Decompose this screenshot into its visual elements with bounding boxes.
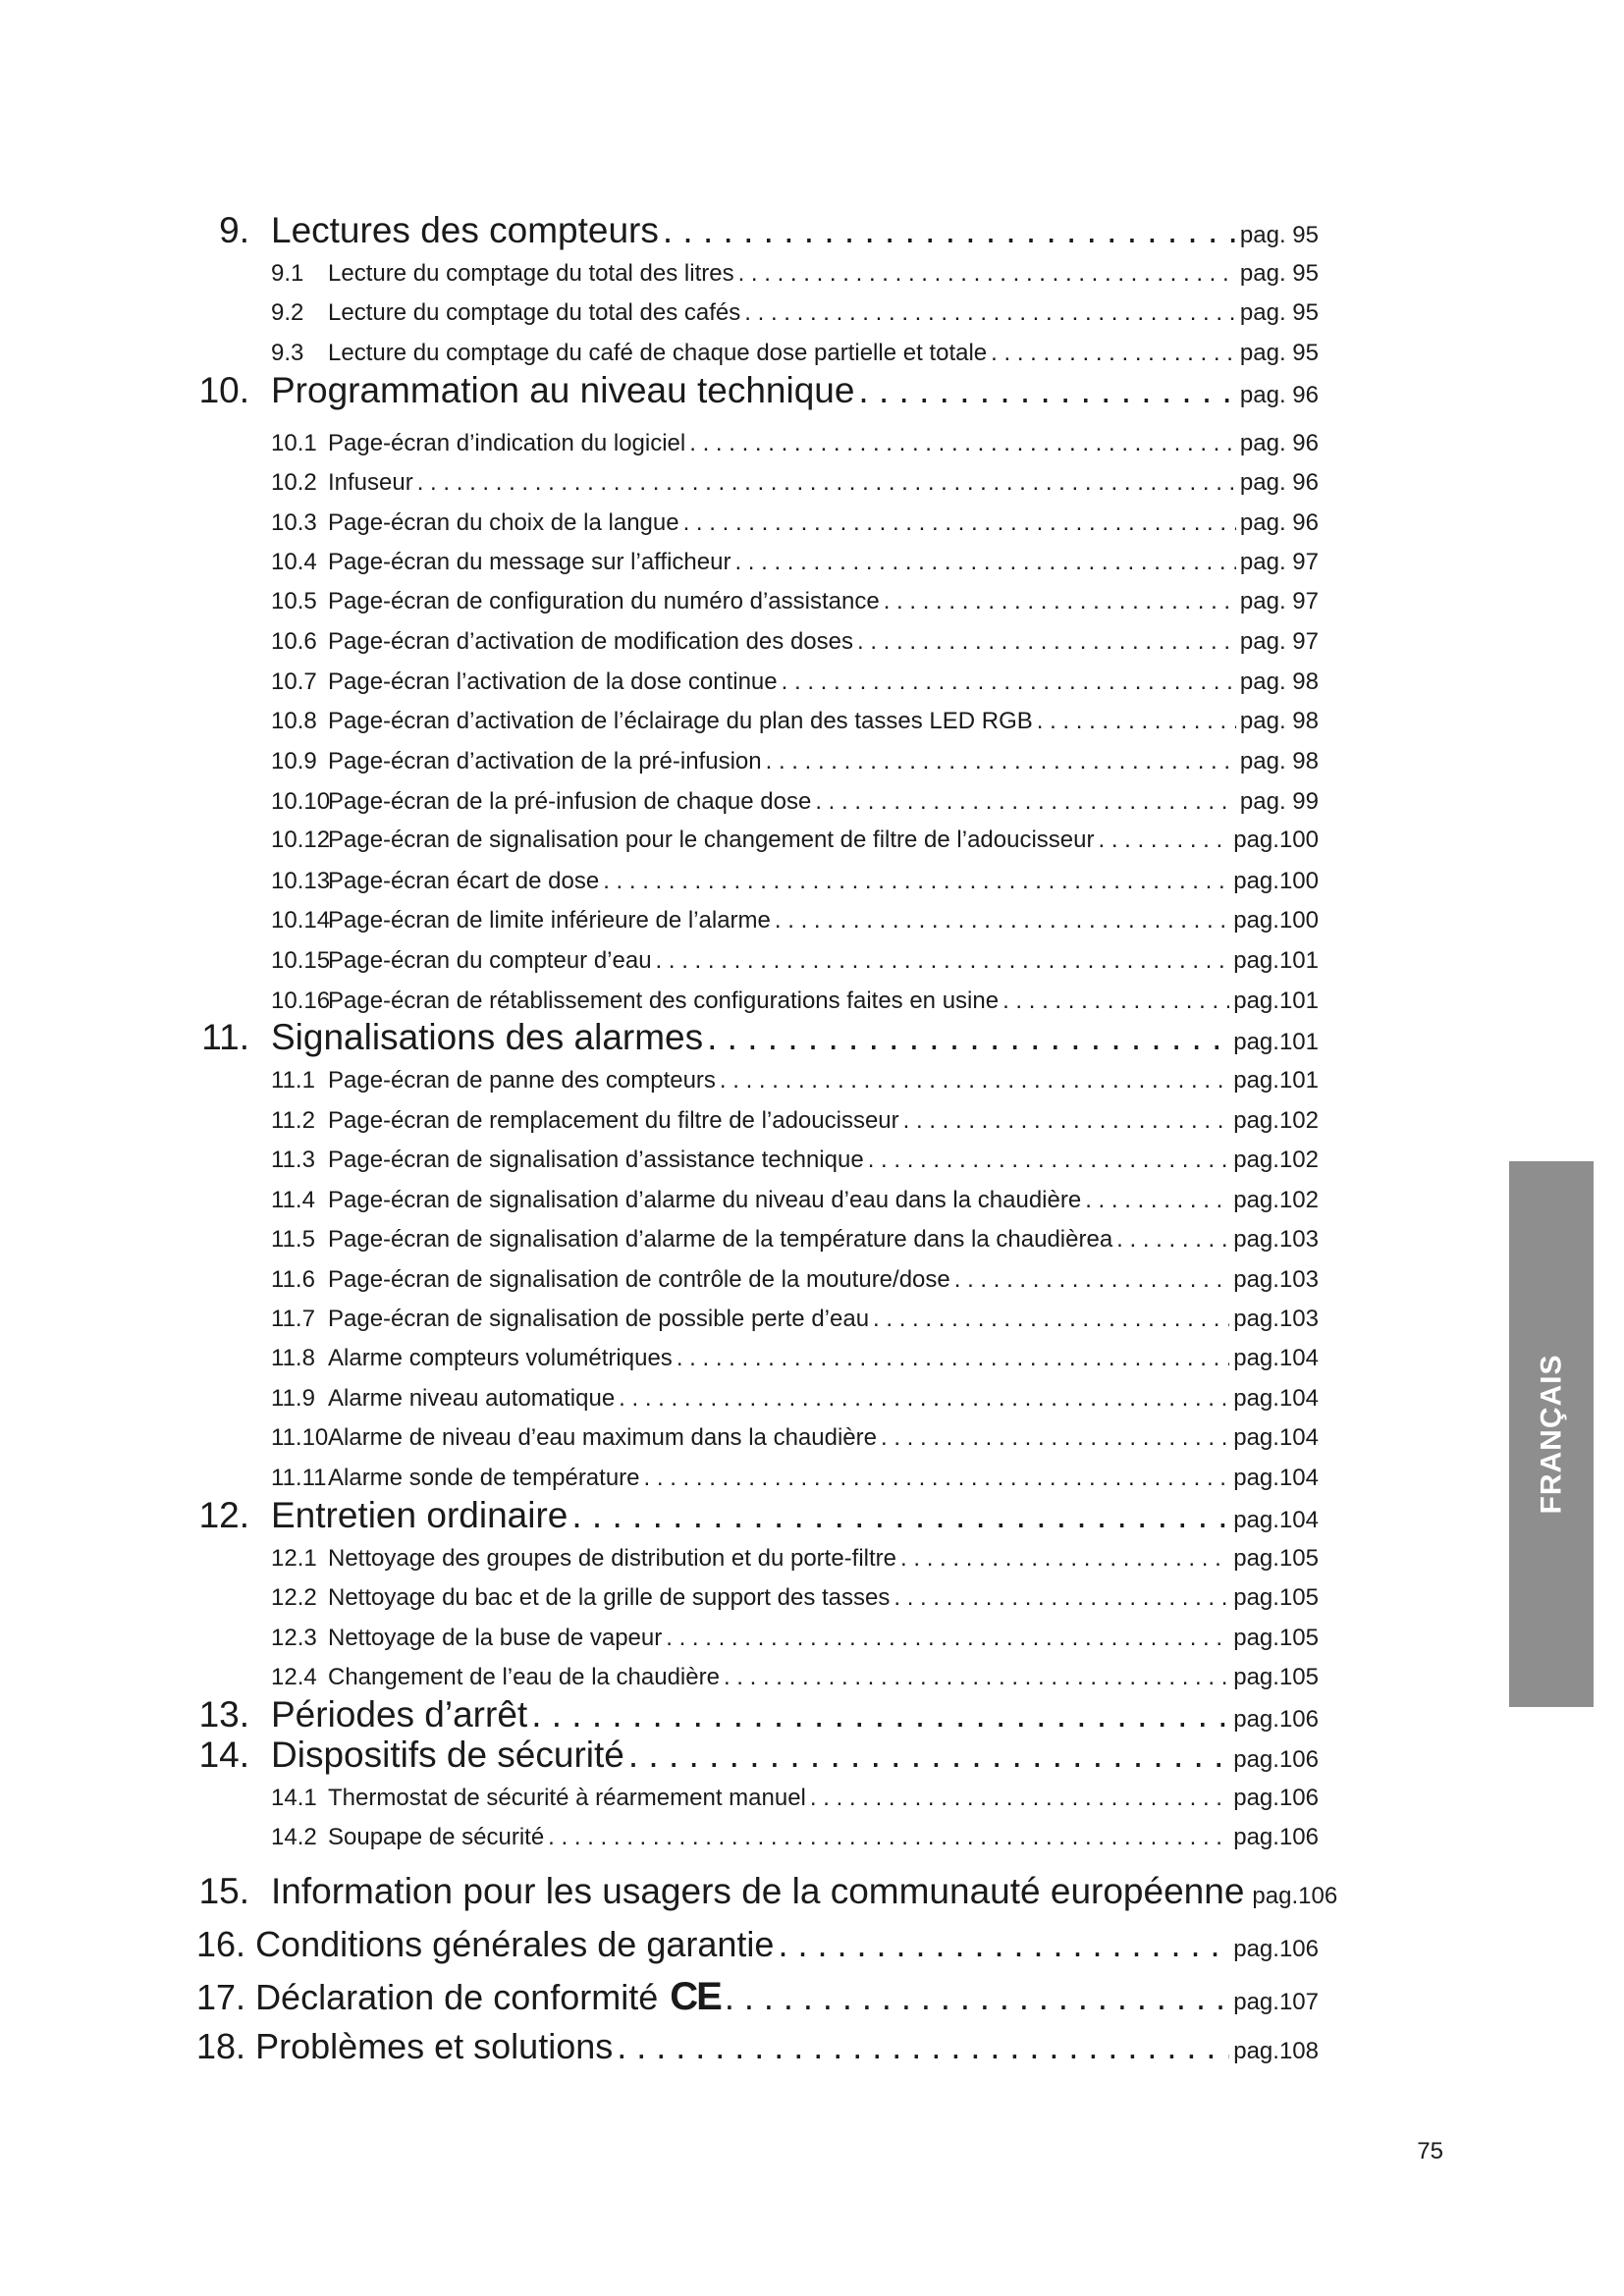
toc-entry-page: pag. 95 bbox=[1239, 299, 1319, 326]
toc-entry-title: Lecture du comptage du café de chaque dose partielle et totale bbox=[328, 340, 988, 366]
toc-entry-number: 11.11 bbox=[271, 1465, 327, 1491]
toc-entry-number: 9.3 bbox=[271, 340, 304, 366]
toc-entry-number: 17. bbox=[196, 1977, 246, 2017]
toc-entry-number: 12. bbox=[198, 1495, 249, 1535]
page-number: 75 bbox=[1417, 2138, 1443, 2164]
toc-entry-label bbox=[198, 1735, 624, 1776]
toc-entry-title: Page-écran de panne des compteurs bbox=[328, 1067, 716, 1094]
toc-entry-number: 11.9 bbox=[271, 1385, 315, 1412]
dot-leader bbox=[628, 1735, 1229, 1776]
toc-entry-label bbox=[271, 827, 1094, 854]
toc-entry-page: pag.106 bbox=[1233, 1706, 1319, 1733]
toc-entry bbox=[198, 1871, 1338, 1912]
toc-entry-number: 11.8 bbox=[271, 1345, 315, 1371]
toc-subentry bbox=[271, 1226, 1319, 1254]
toc-entry-number: 12.1 bbox=[271, 1545, 317, 1572]
dot-leader bbox=[603, 868, 1229, 895]
toc-entry-label bbox=[196, 1975, 721, 2019]
toc-entry-label bbox=[271, 1187, 1081, 1214]
toc-entry-label bbox=[198, 1694, 528, 1735]
toc-subentry bbox=[271, 1306, 1319, 1333]
toc-entry bbox=[198, 1495, 1319, 1536]
toc-entry-page: pag.104 bbox=[1233, 1345, 1319, 1371]
toc-entry-page: pag.105 bbox=[1233, 1584, 1319, 1611]
toc-subentry bbox=[271, 430, 1319, 457]
dot-leader bbox=[571, 1495, 1229, 1536]
toc-entry-page: pag. 96 bbox=[1239, 382, 1319, 408]
toc-entry-number: 12.2 bbox=[271, 1584, 317, 1611]
toc-subentry bbox=[271, 708, 1319, 735]
toc-entry-page: pag. 97 bbox=[1239, 549, 1319, 575]
toc-entry-title: Page-écran de remplacement du filtre de l’adoucisseur bbox=[328, 1107, 899, 1134]
toc-entry-number: 12.3 bbox=[271, 1625, 317, 1651]
toc-entry-title: Périodes d’arrêt bbox=[271, 1694, 528, 1735]
toc-entry-page: pag.100 bbox=[1233, 827, 1319, 853]
toc-entry-number: 10.15 bbox=[271, 947, 331, 974]
dot-leader bbox=[689, 430, 1236, 457]
toc-entry-page: pag.103 bbox=[1233, 1266, 1319, 1293]
toc-entry bbox=[198, 1735, 1319, 1776]
toc-entry-page: pag. 98 bbox=[1239, 748, 1319, 774]
dot-leader bbox=[858, 370, 1236, 411]
toc-entry-page: pag.104 bbox=[1233, 1424, 1319, 1451]
toc-entry-page: pag.106 bbox=[1252, 1883, 1338, 1909]
dot-leader bbox=[1085, 1187, 1229, 1214]
toc-entry-page: pag. 98 bbox=[1239, 708, 1319, 734]
dot-leader bbox=[531, 1694, 1229, 1735]
toc-entry-label bbox=[271, 1107, 899, 1135]
toc-entry-label bbox=[271, 1545, 896, 1573]
toc-entry-number: 10. bbox=[198, 370, 249, 410]
toc-subentry bbox=[271, 1345, 1319, 1372]
toc-entry bbox=[201, 1017, 1319, 1058]
toc-subentry bbox=[271, 668, 1319, 696]
toc-entry-title: Page-écran écart de dose bbox=[328, 868, 600, 894]
toc-entry-title: Alarme niveau automatique bbox=[328, 1385, 616, 1412]
toc-entry-page: pag. 96 bbox=[1239, 509, 1319, 536]
dot-leader bbox=[1037, 708, 1236, 735]
toc-entry-label bbox=[271, 668, 778, 696]
toc-entry-title: Page-écran de la pré-infusion de chaque dose bbox=[328, 788, 812, 815]
toc-entry-page: pag.104 bbox=[1233, 1507, 1319, 1533]
toc-entry-page: pag.104 bbox=[1233, 1465, 1319, 1491]
toc-entry-title: Page-écran de signalisation d’alarme de la température dans la chaudièrea bbox=[328, 1226, 1113, 1253]
toc-subentry bbox=[271, 628, 1319, 656]
toc-entry-number: 14.1 bbox=[271, 1785, 317, 1811]
toc-entry-page: pag. 99 bbox=[1239, 788, 1319, 815]
dot-leader bbox=[1098, 827, 1229, 854]
toc-subentry bbox=[271, 1465, 1319, 1492]
toc-entry-page: pag.106 bbox=[1233, 1936, 1319, 1962]
toc-entry-page: pag. 95 bbox=[1239, 222, 1319, 248]
toc-entry-number: 11.6 bbox=[271, 1266, 315, 1293]
toc-subentry bbox=[271, 1545, 1319, 1573]
dot-leader bbox=[744, 299, 1236, 327]
toc-entry-number: 10.8 bbox=[271, 708, 317, 734]
toc-subentry bbox=[271, 340, 1319, 367]
toc-entry-label bbox=[198, 1871, 1245, 1912]
toc-entry-title: Conditions générales de garantie bbox=[255, 1924, 775, 1964]
toc-subentry bbox=[271, 788, 1319, 816]
toc-entry-number: 9.2 bbox=[271, 299, 304, 326]
toc-entry-number: 18. bbox=[196, 2026, 246, 2066]
toc-entry-page: pag.106 bbox=[1233, 1746, 1319, 1773]
toc-entry-label bbox=[271, 1147, 864, 1174]
toc-entry-page: pag.100 bbox=[1233, 907, 1319, 934]
toc-entry-title: Nettoyage de la buse de vapeur bbox=[328, 1625, 663, 1651]
language-tab-label: FRANÇAIS bbox=[1535, 1354, 1567, 1515]
dot-leader bbox=[884, 588, 1236, 615]
toc-entry-number: 10.14 bbox=[271, 907, 331, 934]
toc-entry-title: Dispositifs de sécurité bbox=[271, 1735, 624, 1775]
dot-leader bbox=[782, 668, 1236, 696]
toc-entry-number: 9.1 bbox=[271, 260, 304, 287]
toc-subentry bbox=[271, 947, 1319, 975]
toc-entry-title: Lecture du comptage du total des cafés bbox=[328, 299, 741, 326]
toc-entry-page: pag.105 bbox=[1233, 1625, 1319, 1651]
toc-entry-label bbox=[271, 469, 413, 497]
toc-entry-label bbox=[271, 1385, 615, 1413]
toc-entry-page: pag.101 bbox=[1233, 947, 1319, 974]
toc-entry bbox=[219, 210, 1319, 251]
language-tab bbox=[1509, 1161, 1594, 1707]
toc-entry-title: Infuseur bbox=[328, 469, 413, 496]
toc-subentry bbox=[271, 1067, 1319, 1095]
dot-leader bbox=[724, 1664, 1229, 1691]
toc-entry-page: pag.107 bbox=[1233, 1989, 1319, 2015]
toc-entry-page: pag.108 bbox=[1233, 2038, 1319, 2064]
toc-entry-page: pag.102 bbox=[1233, 1147, 1319, 1173]
toc-entry-title: Nettoyage des groupes de distribution et du porte-filtre bbox=[328, 1545, 897, 1572]
toc-entry-number: 9. bbox=[219, 210, 249, 250]
toc-entry-label bbox=[201, 1017, 704, 1058]
dot-leader bbox=[893, 1584, 1229, 1612]
toc-entry-number: 10.3 bbox=[271, 509, 317, 536]
toc-entry-page: pag.105 bbox=[1233, 1664, 1319, 1690]
toc-entry-label bbox=[271, 1584, 890, 1612]
toc-entry-page: pag. 95 bbox=[1239, 340, 1319, 366]
toc-entry-number: 15. bbox=[198, 1871, 249, 1911]
toc-entry-number: 10.10 bbox=[271, 788, 331, 815]
toc-entry-number: 10.13 bbox=[271, 868, 331, 894]
toc-subentry bbox=[271, 748, 1319, 775]
dot-leader bbox=[900, 1545, 1229, 1573]
dot-leader bbox=[1002, 988, 1229, 1015]
toc-entry-label bbox=[271, 1306, 869, 1333]
toc-entry-page: pag.101 bbox=[1233, 1067, 1319, 1094]
toc-entry-label bbox=[271, 947, 652, 975]
toc-entry-title: Changement de l’eau de la chaudière bbox=[328, 1664, 720, 1690]
toc-entry-page: pag.106 bbox=[1233, 1824, 1319, 1850]
toc-entry-page: pag. 96 bbox=[1239, 430, 1319, 456]
toc-subentry bbox=[271, 588, 1319, 615]
toc-subentry bbox=[271, 1385, 1319, 1413]
dot-leader bbox=[868, 1147, 1230, 1174]
toc-entry-number: 11.1 bbox=[271, 1067, 315, 1094]
toc-entry-title: Entretien ordinaire bbox=[271, 1495, 568, 1535]
dot-leader bbox=[815, 788, 1236, 816]
toc-subentry bbox=[271, 299, 1319, 327]
toc-subentry bbox=[271, 260, 1319, 288]
toc-entry-number: 10.9 bbox=[271, 748, 317, 774]
dot-leader bbox=[725, 1977, 1229, 2018]
toc-entry-page: pag.105 bbox=[1233, 1545, 1319, 1572]
toc-entry-title: Page-écran de signalisation de contrôle de la mouture/dose bbox=[328, 1266, 950, 1293]
toc-entry-label bbox=[271, 1345, 673, 1372]
toc-entry-number: 11.4 bbox=[271, 1187, 315, 1213]
dot-leader bbox=[720, 1067, 1229, 1095]
toc-entry-title: Programmation au niveau technique bbox=[271, 370, 855, 410]
toc-subentry bbox=[271, 1266, 1319, 1294]
toc-entry-label bbox=[271, 588, 880, 615]
toc-entry-number: 11.2 bbox=[271, 1107, 315, 1134]
toc-entry-page: pag.101 bbox=[1233, 1029, 1319, 1055]
toc-subentry bbox=[271, 907, 1319, 934]
toc-entry-label bbox=[271, 1664, 720, 1691]
toc-entry-title: Signalisations des alarmes bbox=[271, 1017, 704, 1057]
toc-entry-label bbox=[219, 210, 659, 251]
toc-entry-page: pag. 97 bbox=[1239, 628, 1319, 655]
toc-entry-label bbox=[271, 1266, 950, 1294]
toc-entry bbox=[196, 2026, 1319, 2067]
toc-entry-label bbox=[271, 1424, 877, 1452]
toc-entry-label bbox=[196, 1924, 774, 1965]
toc-entry-label bbox=[271, 299, 740, 327]
toc-entry-title: Page-écran du compteur d’eau bbox=[328, 947, 652, 974]
toc-subentry bbox=[271, 988, 1319, 1015]
toc-entry-title: Page-écran du message sur l’afficheur bbox=[328, 549, 731, 575]
toc-entry-label bbox=[198, 1495, 568, 1536]
toc-entry-label bbox=[271, 868, 599, 895]
toc-subentry bbox=[271, 827, 1319, 854]
toc-entry-number: 10.1 bbox=[271, 430, 317, 456]
dot-leader bbox=[734, 549, 1235, 576]
dot-leader bbox=[683, 509, 1236, 537]
toc-entry-label bbox=[196, 2026, 613, 2067]
toc-entry-title: Page-écran de configuration du numéro d’assistance bbox=[328, 588, 880, 614]
toc-entry-page: pag. 96 bbox=[1239, 469, 1319, 496]
toc-entry-title: Page-écran d’indication du logiciel bbox=[328, 430, 686, 456]
toc-entry-title: Page-écran de limite inférieure de l’alarme bbox=[328, 907, 771, 934]
dot-leader bbox=[1116, 1226, 1229, 1254]
toc-subentry bbox=[271, 1147, 1319, 1174]
toc-entry-number: 11.7 bbox=[271, 1306, 315, 1332]
toc-entry bbox=[198, 370, 1319, 411]
toc-entry-label bbox=[271, 430, 685, 457]
toc-entry-label bbox=[271, 748, 762, 775]
dot-leader bbox=[881, 1424, 1229, 1452]
toc-entry-number: 10.7 bbox=[271, 668, 317, 695]
toc-entry-page: pag.102 bbox=[1233, 1107, 1319, 1134]
toc-entry-number: 10.16 bbox=[271, 988, 331, 1014]
toc-entry bbox=[196, 1924, 1319, 1965]
dot-leader bbox=[619, 1385, 1229, 1413]
toc-entry bbox=[196, 1975, 1319, 2019]
toc-entry-title: Alarme compteurs volumétriques bbox=[328, 1345, 673, 1371]
toc-entry-number: 11. bbox=[201, 1017, 249, 1057]
toc-entry-number: 10.6 bbox=[271, 628, 317, 655]
dot-leader bbox=[857, 628, 1236, 656]
toc-subentry bbox=[271, 1107, 1319, 1135]
toc-entry-title: Soupape de sécurité bbox=[328, 1824, 545, 1850]
dot-leader bbox=[766, 748, 1236, 775]
toc-entry-title: Nettoyage du bac et de la grille de support des tasses bbox=[328, 1584, 891, 1611]
toc-entry-number: 10.5 bbox=[271, 588, 317, 614]
toc-entry-title: Déclaration de conformité bbox=[255, 1977, 659, 2017]
toc-entry-title: Page-écran d’activation de l’éclairage du plan des tasses LED RGB bbox=[328, 708, 1033, 734]
toc-entry-label bbox=[271, 1067, 716, 1095]
toc-entry-title: Alarme sonde de température bbox=[328, 1465, 640, 1491]
dot-leader bbox=[778, 1924, 1229, 1965]
toc-entry-label bbox=[271, 1465, 640, 1492]
dot-leader bbox=[954, 1266, 1229, 1294]
toc-entry-label bbox=[271, 708, 1033, 735]
dot-leader bbox=[873, 1306, 1229, 1333]
toc-entry-title: Page-écran de signalisation d’alarme du niveau d’eau dans la chaudière bbox=[328, 1187, 1082, 1213]
toc-entry-label bbox=[271, 260, 734, 288]
toc-subentry bbox=[271, 1424, 1319, 1452]
toc-entry-label bbox=[271, 788, 811, 816]
toc-entry-number: 14.2 bbox=[271, 1824, 317, 1850]
toc-subentry bbox=[271, 509, 1319, 537]
toc-entry-number: 11.3 bbox=[271, 1147, 315, 1173]
toc-entry bbox=[198, 1694, 1319, 1735]
ce-mark-icon: CE bbox=[670, 1975, 721, 2018]
toc-subentry bbox=[271, 469, 1319, 497]
toc-entry-title: Page-écran de signalisation d’assistance technique bbox=[328, 1147, 864, 1173]
toc-entry-title: Page-écran d’activation de modification des doses bbox=[328, 628, 853, 655]
dot-leader bbox=[617, 2026, 1229, 2067]
toc-entry-label bbox=[198, 370, 855, 411]
toc-entry-label bbox=[271, 509, 679, 537]
dot-leader bbox=[707, 1017, 1229, 1058]
dot-leader bbox=[666, 1625, 1229, 1652]
toc-entry-number: 11.10 bbox=[271, 1424, 329, 1451]
dot-leader bbox=[548, 1824, 1229, 1851]
dot-leader bbox=[656, 947, 1230, 975]
toc-entry-page: pag.102 bbox=[1233, 1187, 1319, 1213]
toc-entry-title: Lectures des compteurs bbox=[271, 210, 659, 250]
dot-leader bbox=[903, 1107, 1230, 1135]
toc-entry-title: Page-écran de signalisation de possible perte d’eau bbox=[328, 1306, 870, 1332]
dot-leader bbox=[775, 907, 1229, 934]
toc-entry-title: Page-écran l’activation de la dose continue bbox=[328, 668, 778, 695]
toc-entry-page: pag.100 bbox=[1233, 868, 1319, 894]
toc-entry-page: pag.106 bbox=[1233, 1785, 1319, 1811]
toc-subentry bbox=[271, 1824, 1319, 1851]
toc-entry-label bbox=[271, 1625, 662, 1652]
toc-entry-number: 16. bbox=[196, 1924, 246, 1964]
dot-leader bbox=[738, 260, 1236, 288]
toc-entry-label bbox=[271, 1226, 1112, 1254]
dot-leader bbox=[810, 1785, 1229, 1812]
toc-subentry bbox=[271, 1187, 1319, 1214]
dot-leader bbox=[677, 1345, 1229, 1372]
toc-entry-label bbox=[271, 988, 999, 1015]
toc-entry-title: Information pour les usagers de la communauté européenne bbox=[271, 1871, 1245, 1911]
toc-subentry bbox=[271, 1664, 1319, 1691]
toc-entry-label bbox=[271, 1824, 544, 1851]
toc-entry-title: Alarme de niveau d’eau maximum dans la chaudière bbox=[328, 1424, 877, 1451]
dot-leader bbox=[991, 340, 1236, 367]
toc-entry-title: Thermostat de sécurité à réarmement manuel bbox=[328, 1785, 806, 1811]
dot-leader bbox=[417, 469, 1236, 497]
toc-entry-number: 10.4 bbox=[271, 549, 317, 575]
toc-entry-title: Problèmes et solutions bbox=[255, 2026, 614, 2066]
toc-subentry bbox=[271, 868, 1319, 895]
toc-subentry bbox=[271, 1785, 1319, 1812]
toc-entry-page: pag.103 bbox=[1233, 1306, 1319, 1332]
toc-entry-number: 11.5 bbox=[271, 1226, 315, 1253]
toc-entry-title: Lecture du comptage du total des litres bbox=[328, 260, 734, 287]
toc-entry-page: pag. 95 bbox=[1239, 260, 1319, 287]
toc-entry-number: 13. bbox=[198, 1694, 249, 1735]
dot-leader bbox=[644, 1465, 1230, 1492]
toc-entry-label bbox=[271, 628, 853, 656]
toc-entry-title: Page-écran du choix de la langue bbox=[328, 509, 679, 536]
toc-entry-label bbox=[271, 907, 771, 934]
toc-entry-label bbox=[271, 340, 987, 367]
toc-entry-page: pag.101 bbox=[1233, 988, 1319, 1014]
toc-entry-label bbox=[271, 1785, 806, 1812]
toc-entry-title: Page-écran d’activation de la pré-infusion bbox=[328, 748, 762, 774]
toc-entry-number: 14. bbox=[198, 1735, 249, 1775]
toc-entry-label bbox=[271, 549, 731, 576]
toc-entry-page: pag. 98 bbox=[1239, 668, 1319, 695]
toc-entry-number: 12.4 bbox=[271, 1664, 317, 1690]
toc-subentry bbox=[271, 549, 1319, 576]
toc-entry-number: 10.12 bbox=[271, 827, 331, 853]
toc-entry-title: Page-écran de rétablissement des configurations faites en usine bbox=[328, 988, 1000, 1014]
toc-subentry bbox=[271, 1625, 1319, 1652]
toc-entry-number: 10.2 bbox=[271, 469, 317, 496]
toc-entry-page: pag.103 bbox=[1233, 1226, 1319, 1253]
dot-leader bbox=[663, 210, 1236, 251]
toc-entry-title: Page-écran de signalisation pour le changement de filtre de l’adoucisseur bbox=[328, 827, 1095, 853]
toc-entry-page: pag. 97 bbox=[1239, 588, 1319, 614]
toc-subentry bbox=[271, 1584, 1319, 1612]
toc-entry-page: pag.104 bbox=[1233, 1385, 1319, 1412]
